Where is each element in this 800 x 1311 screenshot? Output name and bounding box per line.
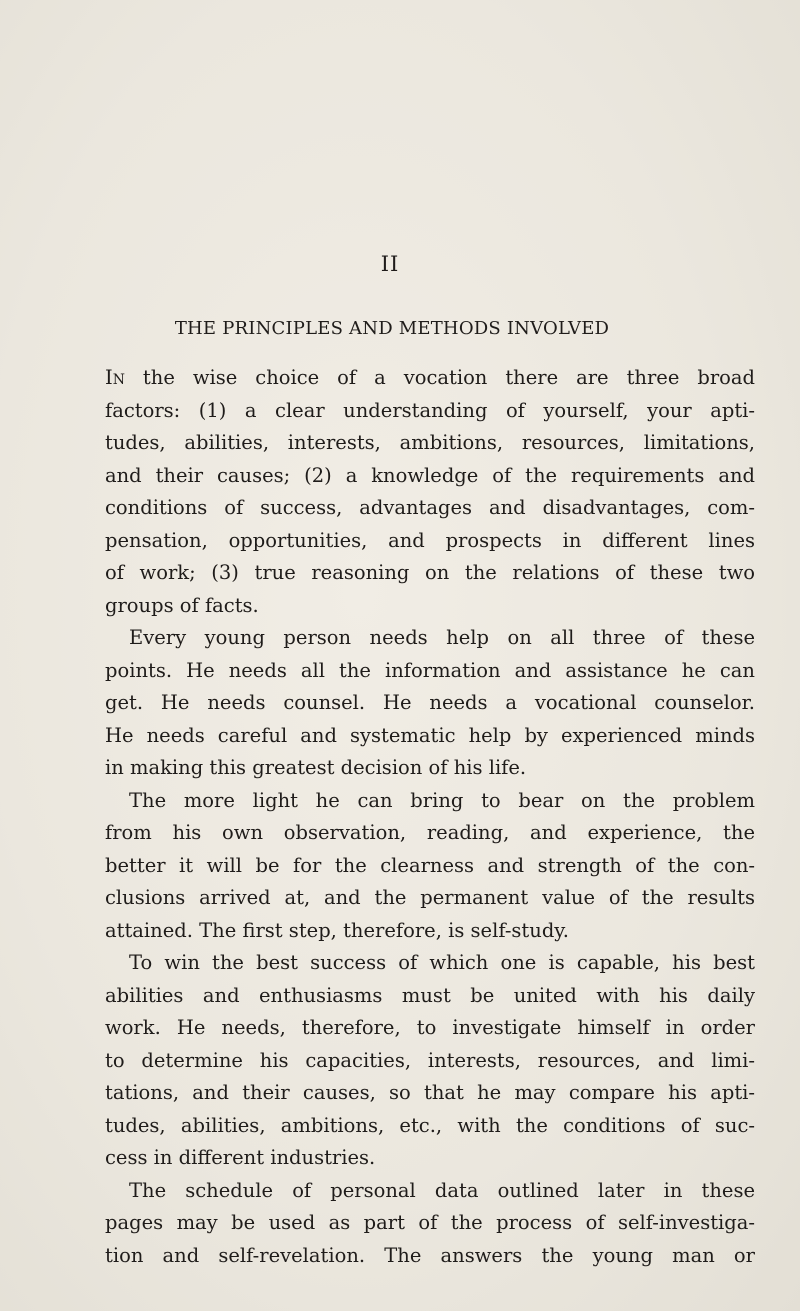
text-line: In the wise choice of a vocation there are three broad — [105, 366, 755, 389]
text-line: points. He needs all the information and assistance he can — [105, 658, 755, 682]
text-line: tion and self-revelation. The answers the young man or — [105, 1243, 755, 1267]
text-line: abilities and enthusiasms must be united with his daily — [105, 983, 755, 1007]
text-line: work. He needs, therefore, to investigate himself in order — [105, 1016, 755, 1039]
text-line: He needs careful and systematic help by experienced minds — [105, 723, 755, 747]
body-text — [105, 362, 755, 1272]
text-line: pages may be used as part of the process of self-investiga- — [105, 1211, 755, 1234]
text-line: tudes, abilities, ambitions, etc., with the conditions of suc- — [105, 1113, 755, 1137]
text-line: from his own observation, reading, and experience, the — [105, 821, 755, 844]
text-line: of work; (3) true reasoning on the relations of these two — [105, 561, 755, 584]
text-line: pensation, opportunities, and prospects in different lines — [105, 528, 755, 552]
text-line: in making this greatest decision of his life. — [105, 756, 527, 779]
text-line: To win the best success of which one is capable, his best — [129, 951, 755, 974]
text-line: tudes, abilities, interests, ambitions, resources, limitations, — [105, 431, 755, 454]
text-line: clusions arrived at, and the permanent value of the results — [105, 886, 755, 909]
text-line: attained. The first step, therefore, is self-study. — [105, 918, 569, 942]
opening-word: In — [105, 366, 125, 389]
text-line: cess in different industries. — [105, 1146, 376, 1169]
text-line: get. He needs counsel. He needs a vocational counselor. — [105, 691, 755, 714]
text-line: and their causes; (2) a knowledge of the requirements and — [105, 463, 755, 487]
chapter-title: THE PRINCIPLES AND METHODS INVOLVED — [174, 318, 610, 339]
text-line: to determine his capacities, interests, resources, and limi- — [105, 1048, 755, 1072]
text-line: conditions of success, advantages and disadvantages, com- — [105, 496, 755, 519]
chapter-number: II — [380, 252, 400, 276]
text-line: The more light he can bring to bear on the problem — [129, 788, 755, 812]
text-line: factors: (1) a clear understanding of yourself, your apti- — [105, 398, 755, 422]
text-line: The schedule of personal data outlined later in these — [129, 1178, 755, 1202]
text-line: groups of facts. — [105, 593, 259, 617]
text-line: better it will be for the clearness and strength of the con- — [105, 853, 755, 877]
text-line: tations, and their causes, so that he may compare his apti- — [105, 1081, 755, 1104]
text-line: Every young person needs help on all three of these — [129, 626, 755, 649]
